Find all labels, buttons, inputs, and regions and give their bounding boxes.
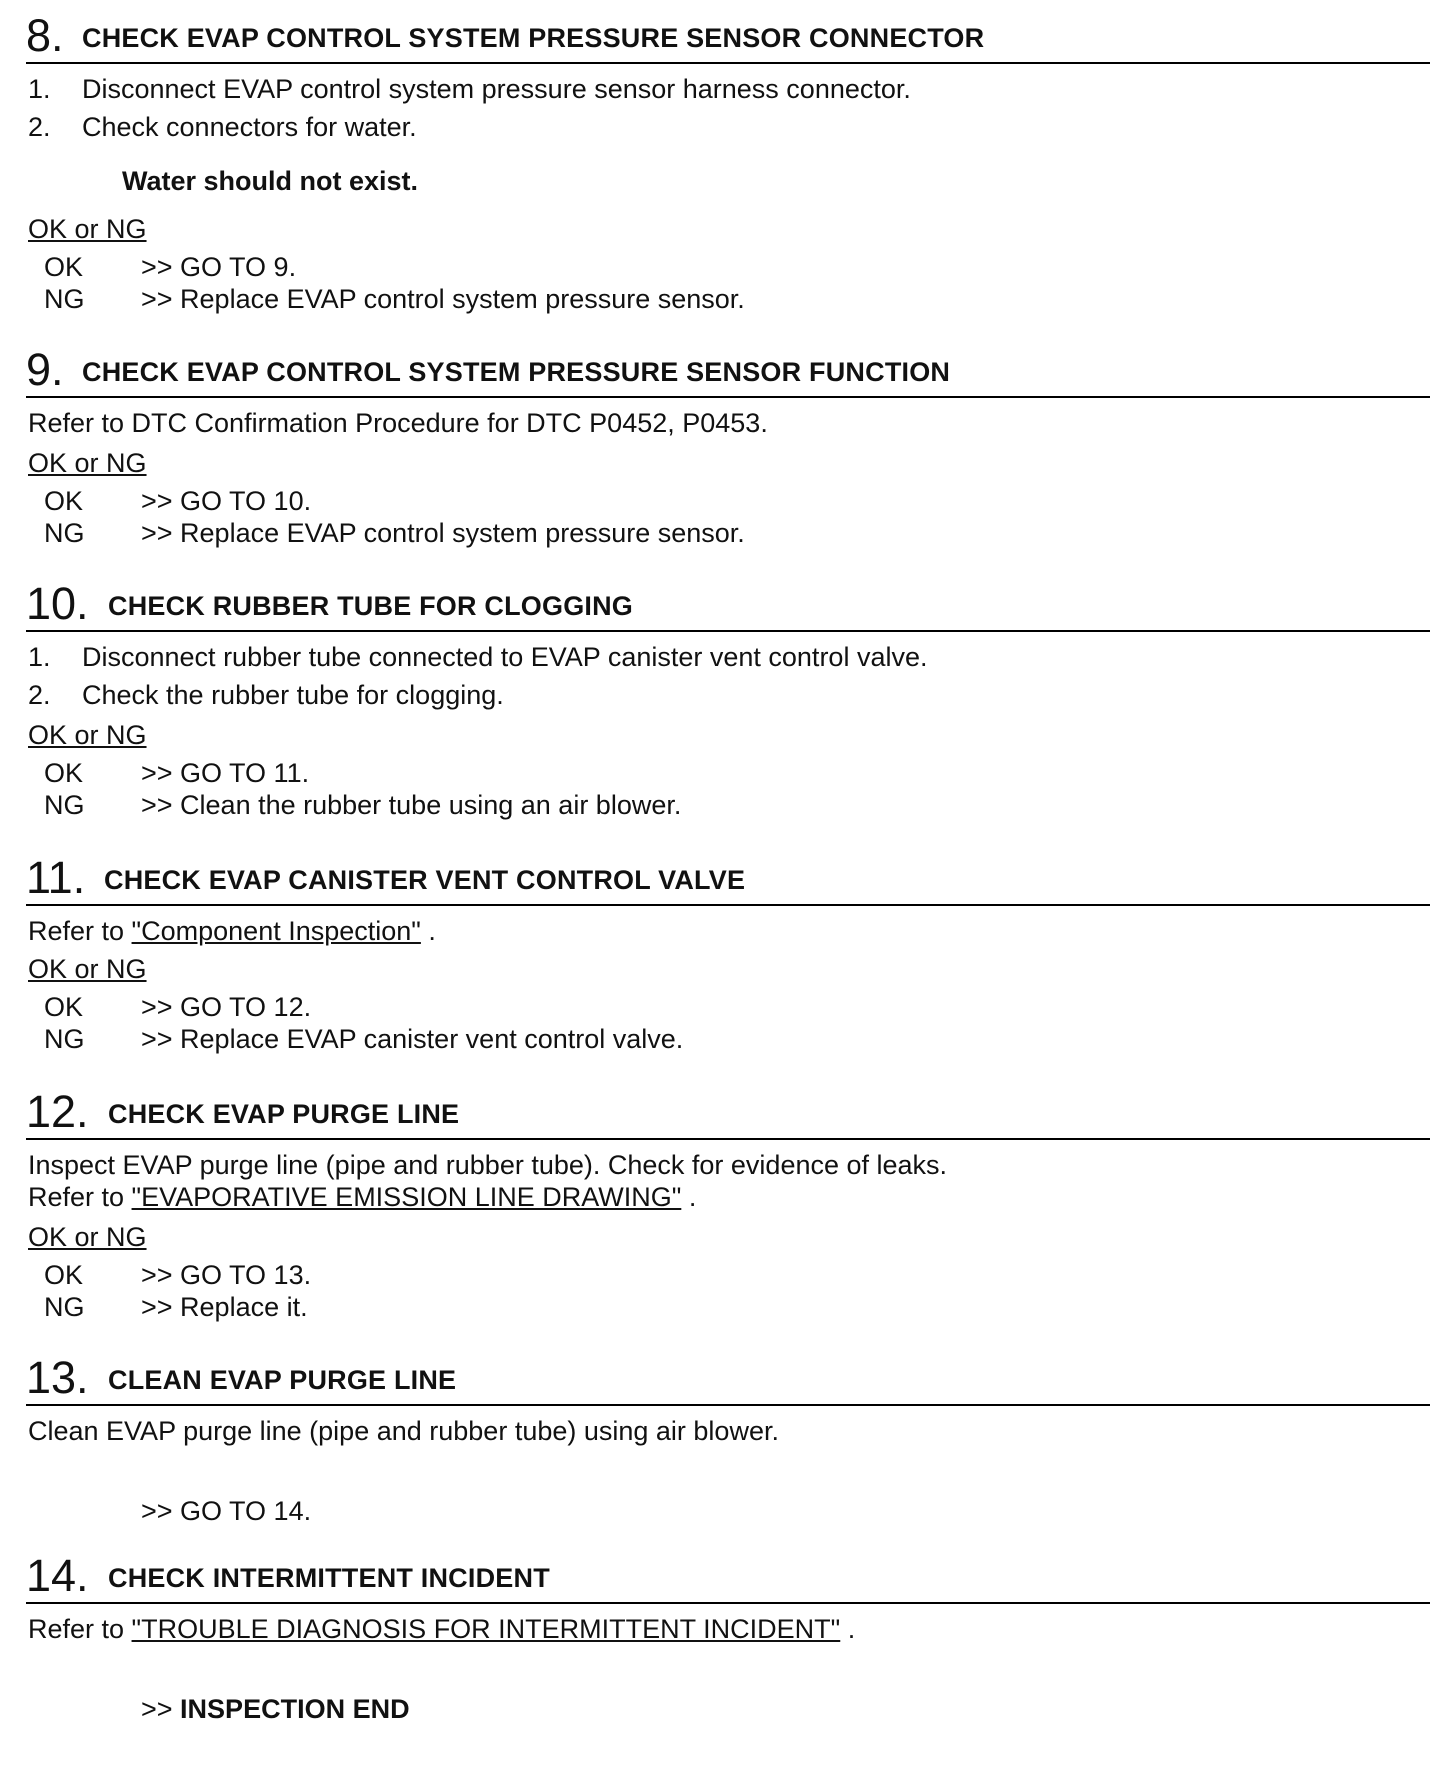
step-number: 1.: [28, 74, 51, 104]
refer-suffix: .: [840, 1614, 856, 1644]
step-item: [28, 76, 911, 103]
section-header: [26, 334, 1430, 398]
refer-line: [28, 1184, 696, 1211]
section-title: CHECK RUBBER TUBE FOR CLOGGING: [108, 591, 633, 621]
inspection-end-text: INSPECTION END: [180, 1694, 410, 1724]
step-item: [28, 682, 504, 709]
section-header: [26, 1540, 1430, 1604]
refer-prefix: Refer to: [28, 916, 132, 946]
step-text: Disconnect EVAP control system pressure sensor harness connector.: [82, 74, 911, 104]
section-title: CLEAN EVAP PURGE LINE: [108, 1365, 457, 1395]
ng-result: >> Clean the rubber tube using an air blower.: [141, 790, 682, 820]
refer-line: [28, 1616, 855, 1643]
section-title: CHECK EVAP CANISTER VENT CONTROL VALVE: [104, 865, 746, 895]
refer-prefix: Refer to: [28, 1614, 132, 1644]
section-number: 13.: [26, 1352, 89, 1403]
step-text: Check the rubber tube for clogging.: [82, 680, 504, 710]
section-header: [26, 0, 1430, 64]
section-header: [26, 1076, 1430, 1140]
ok-label: OK: [44, 486, 84, 516]
ok-label: OK: [44, 1260, 84, 1290]
body-text: Clean EVAP purge line (pipe and rubber tube) using air blower.: [28, 1416, 779, 1446]
section-title: CHECK EVAP PURGE LINE: [108, 1099, 460, 1129]
refer-suffix: .: [420, 916, 436, 946]
section-8: [26, 0, 1430, 314]
body-text: Refer to DTC Confirmation Procedure for DTC P0452, P0453.: [28, 408, 768, 438]
go-to-result: >> GO TO 14.: [141, 1496, 312, 1526]
go-prefix: >>: [141, 1694, 181, 1724]
step-text: Check connectors for water.: [82, 112, 417, 142]
ng-result: >> Replace it.: [141, 1292, 308, 1322]
ng-result: >> Replace EVAP canister vent control valve.: [141, 1024, 684, 1054]
ok-result: >> GO TO 12.: [141, 992, 312, 1022]
section-number: 12.: [26, 1086, 89, 1137]
ng-label: NG: [44, 1292, 85, 1322]
section-number: 10.: [26, 578, 89, 629]
section-title: CHECK EVAP CONTROL SYSTEM PRESSURE SENSOR FUNCTION: [82, 357, 951, 387]
step-number: 2.: [28, 112, 51, 142]
step-number: 2.: [28, 680, 51, 710]
refer-suffix: .: [681, 1182, 697, 1212]
ok-result: >> GO TO 11.: [141, 758, 310, 788]
step-item: [28, 644, 927, 671]
ng-label: NG: [44, 284, 85, 314]
spec-note: Water should not exist.: [122, 166, 419, 196]
ng-result: >> Replace EVAP control system pressure sensor.: [141, 284, 745, 314]
section-number: 9.: [26, 344, 64, 395]
ok-label: OK: [44, 758, 84, 788]
section-13: [26, 1342, 1430, 1526]
ok-or-ng-label: OK or NG: [28, 1222, 147, 1252]
ng-label: NG: [44, 790, 85, 820]
step-item: [28, 114, 417, 141]
section-title: CHECK EVAP CONTROL SYSTEM PRESSURE SENSOR CONNECTOR: [82, 23, 985, 53]
inspection-end: [141, 1696, 410, 1723]
ok-result: >> GO TO 13.: [141, 1260, 312, 1290]
ok-or-ng-label: OK or NG: [28, 214, 147, 244]
section-number: 8.: [26, 10, 64, 61]
section-14: [26, 1540, 1430, 1724]
ok-or-ng-label: OK or NG: [28, 954, 147, 984]
ok-label: OK: [44, 252, 84, 282]
section-10: [26, 568, 1430, 820]
section-header: [26, 1342, 1430, 1406]
section-12: [26, 1076, 1430, 1322]
section-header: [26, 568, 1430, 632]
section-9: [26, 334, 1430, 548]
ng-result: >> Replace EVAP control system pressure sensor.: [141, 518, 745, 548]
evap-line-drawing-link[interactable]: "EVAPORATIVE EMISSION LINE DRAWING": [131, 1182, 682, 1212]
section-number: 14.: [26, 1550, 89, 1601]
ok-or-ng-label: OK or NG: [28, 720, 147, 750]
ok-label: OK: [44, 992, 84, 1022]
refer-prefix: Refer to: [28, 1182, 132, 1212]
ng-label: NG: [44, 518, 85, 548]
step-number: 1.: [28, 642, 51, 672]
ng-label: NG: [44, 1024, 85, 1054]
ok-or-ng-label: OK or NG: [28, 448, 147, 478]
ok-result: >> GO TO 9.: [141, 252, 297, 282]
section-header: [26, 842, 1430, 906]
refer-line: [28, 918, 436, 945]
section-number: 11.: [26, 852, 86, 903]
ok-result: >> GO TO 10.: [141, 486, 312, 516]
step-text: Disconnect rubber tube connected to EVAP canister vent control valve.: [82, 642, 928, 672]
body-text: Inspect EVAP purge line (pipe and rubber tube). Check for evidence of leaks.: [28, 1150, 948, 1180]
intermittent-incident-link[interactable]: "TROUBLE DIAGNOSIS FOR INTERMITTENT INCIDENT": [131, 1614, 841, 1644]
component-inspection-link[interactable]: "Component Inspection": [131, 916, 421, 946]
section-title: CHECK INTERMITTENT INCIDENT: [108, 1563, 550, 1593]
section-11: [26, 842, 1430, 1054]
